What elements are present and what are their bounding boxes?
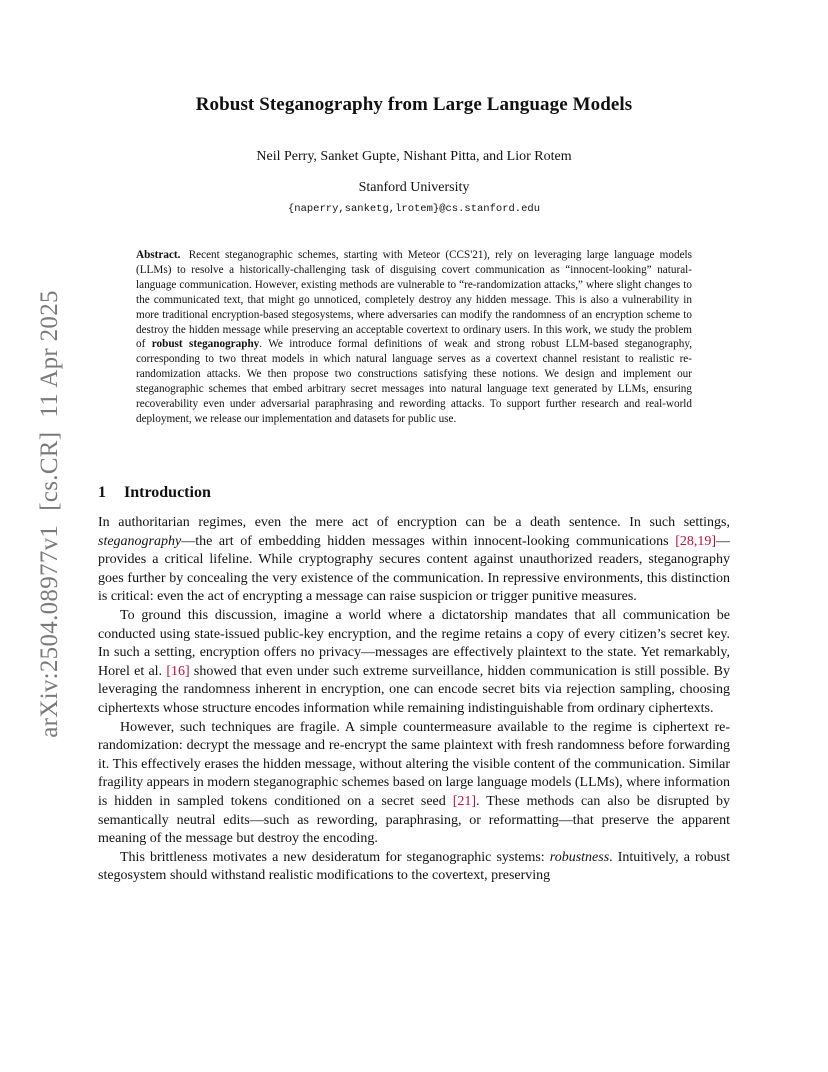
abstract-bold-term: robust steganography — [151, 338, 260, 351]
arxiv-date: 11 Apr 2025 — [36, 290, 63, 418]
paper-title: Robust Steganography from Large Language Models — [195, 94, 633, 115]
section-number: 1 — [98, 484, 106, 501]
paragraph-4 — [98, 849, 730, 886]
section-body — [98, 514, 730, 886]
paragraph-1 — [98, 514, 730, 607]
paragraph-text: . Intuitively, a robust stegosystem should withstand realistic modifications to the covertext, preserving — [98, 849, 730, 884]
abstract-text-1: Recent steganographic schemes, starting with Meteor (CCS'21), rely on leveraging large language models (LLMs) to resolve a historically-challenging task of disguising covert communication as “innocent-looking” natural-language communication. However, existing methods are vulnerable to “re-randomization attacks,” where slight changes to the communicated text, that might go unnoticed, completely destroy any hidden message. This is also a vulnerability in more traditional encryption-based stegosystems, where adversaries can modify the randomness of an encryption scheme to destroy the hidden message while preserving an acceptable covertext to ordinary users. In this work, we study the problem of — [136, 249, 693, 351]
paragraph-3 — [98, 719, 730, 849]
paragraph-text: —the art of embedding hidden messages within innocent-looking communications — [181, 533, 669, 549]
author-list: Neil Perry, Sanket Gupte, Nishant Pitta, and Lior Rotem — [256, 149, 572, 164]
citation-link[interactable]: [16] — [166, 663, 190, 679]
arxiv-category: [cs.CR] — [36, 431, 63, 511]
paragraph-text: . These methods can also be disrupted by semantically neutral edits—such as rewording, paraphrasing, or reformatting—that preserve the apparent meaning of the message but destroy the encoding. — [98, 793, 730, 847]
affiliation: Stanford University — [358, 180, 470, 195]
citation-link[interactable]: [21] — [452, 793, 477, 809]
paragraph-text: showed that even under such extreme surveillance, hidden communication is still possible. By leveraging the randomness inherent in encryption, one can encode secret bits via rejection sampling, choosing ciphertexts whose structure encodes information while remaining indistinguishable from ordinary ciphertexts. — [98, 663, 731, 716]
abstract-label: Abstract. — [136, 249, 181, 261]
paragraph-text: In authoritarian regimes, even the mere act of encryption can be a death sentence. In such settings, — [98, 515, 730, 530]
section-heading — [98, 484, 211, 502]
emphasis-term: steganography — [98, 533, 182, 549]
section-title: Introduction — [124, 484, 211, 501]
paragraph-text: This brittleness motivates a new desideratum for steganographic systems: — [120, 849, 545, 865]
paragraph-text: —provides a critical lifeline. While cryptography secures content against unauthorized readers, steganography goes further by concealing the very existence of the communication. In repressive environments, this distinction is critical: even the act of encrypting a message can raise suspicion or trigger punitive measures. — [98, 533, 731, 605]
abstract-text-2: . We introduce formal definitions of weak and strong robust LLM-based steganography, corresponding to two threat models in which natural language serves as a covertext channel resistant to realistic re-randomization attacks. We then propose two constructions satisfying these notions. We design and implement our steganographic schemes that embed arbitrary secret messages into natural language text generated by LLMs, ensuring recoverability even under adversarial paraphrasing and rewording attacks. To support further research and real-world deployment, we release our implementation and datasets for public use. — [136, 338, 693, 425]
emphasis-term: robustness — [549, 849, 610, 865]
author-email[interactable]: {naperry,sanketg,lrotem}@cs.stanford.edu — [287, 203, 541, 215]
citation-link[interactable]: [28,19] — [675, 533, 717, 549]
paragraph-2 — [98, 607, 730, 719]
arxiv-identifier — [36, 276, 64, 738]
abstract — [136, 248, 692, 427]
arxiv-id[interactable]: arXiv:2504.08977v1 — [36, 524, 63, 738]
paragraph-text: However, such techniques are fragile. A simple countermeasure available to the regime is ciphertext re-randomization: decrypt the message and re-encrypt the same plaintext with fresh randomness before forwarding it. This effectively erases the hidden message, without altering the visible content of the communication. Similar fragility appears in modern steganographic schemes based on large language models (LLMs), where information is hidden in sampled tokens conditioned on a secret seed — [98, 719, 730, 809]
paragraph-text: To ground this discussion, imagine a world where a dictatorship mandates that all communication be conducted using state-issued public-key encryption, and the regime retains a copy of every citizen’s secret key. In such a setting, encryption offers no privacy—messages are effectively plaintext to the state. Yet remarkably, Horel et al. — [98, 607, 730, 679]
